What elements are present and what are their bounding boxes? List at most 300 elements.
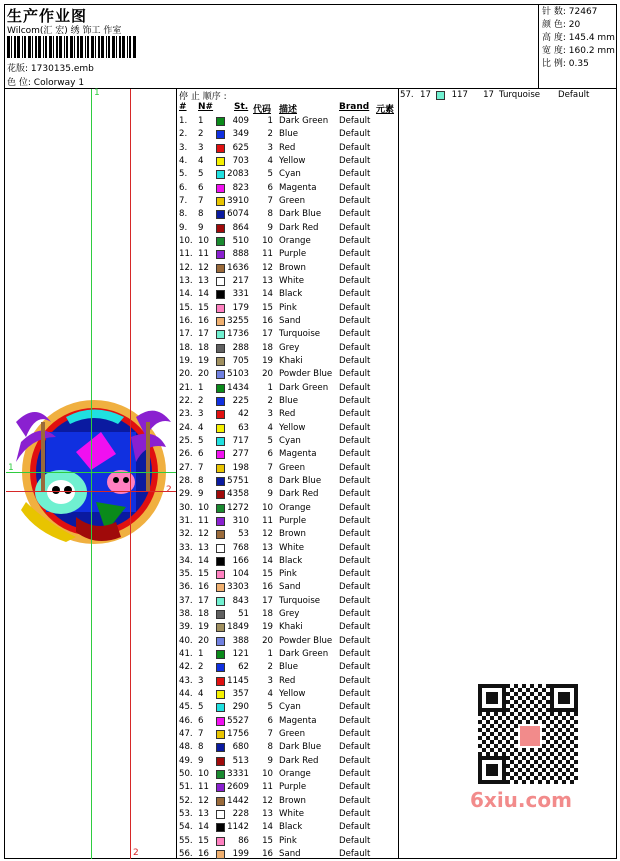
info-stitches: 针 数: 72467 [542, 7, 598, 17]
row-code: 4 [267, 422, 273, 433]
row-index: 6. [179, 182, 188, 193]
row-description: Dark Blue [279, 742, 322, 753]
row-code: 2 [267, 395, 273, 406]
row-needle: 15 [198, 302, 209, 313]
row-brand: Default [339, 449, 371, 460]
row-stitches: 53 [238, 529, 249, 540]
row-brand: Default [339, 116, 371, 126]
row-needle: 17 [198, 595, 209, 606]
table-row [179, 222, 399, 235]
row-description: Pink [279, 569, 297, 580]
row-code: 10 [262, 502, 273, 513]
row-brand: Default [339, 635, 371, 646]
row-index: 29. [179, 489, 193, 500]
guide-line-horizontal-red [6, 491, 176, 492]
row-brand: Default [339, 235, 371, 246]
row-index: 37. [179, 595, 193, 606]
table-row [179, 328, 399, 341]
color-swatch [216, 304, 225, 313]
colorway-row [7, 75, 84, 88]
row-description: Khaki [279, 355, 303, 366]
table-row [179, 781, 399, 794]
row-brand: Default [339, 782, 371, 793]
color-swatch [216, 703, 225, 712]
table-row [179, 515, 399, 528]
row-description: Sand [279, 582, 301, 593]
row-index: 35. [179, 569, 193, 580]
row-needle: 4 [198, 689, 204, 700]
row-index: 23. [179, 409, 193, 420]
row-description: Magenta [279, 182, 317, 193]
row-description: Blue [279, 129, 299, 140]
row-brand: Default [339, 275, 371, 286]
color-swatch [216, 277, 225, 286]
row-stitches: 166 [232, 555, 249, 566]
design-file-value: 1730135.emb [30, 64, 94, 74]
row-code: 3 [267, 675, 273, 686]
row-index: 34. [179, 555, 193, 566]
guide-label-red-bottom: 2 [133, 848, 139, 858]
row-needle: 9 [198, 489, 204, 500]
row-description: Orange [279, 235, 311, 246]
color-swatch [216, 730, 225, 739]
col-brand: Brand [339, 102, 370, 112]
row-stitches: 1736 [227, 329, 249, 340]
row-stitches: 228 [232, 809, 249, 820]
row-brand: Default [339, 155, 371, 166]
row-code: 15 [262, 302, 273, 313]
row-stitches: 823 [232, 182, 249, 193]
row-stitches: 625 [232, 142, 249, 153]
row-code: 8 [267, 742, 273, 753]
row-code: 16 [262, 849, 273, 860]
row-brand: Default [339, 555, 371, 566]
row-description: Dark Blue [279, 209, 322, 220]
row-code: 10 [262, 235, 273, 246]
row-code: 17 [483, 90, 494, 100]
row-brand: Default [339, 662, 371, 673]
table-row [179, 248, 399, 261]
row-code: 6 [267, 715, 273, 726]
row-index: 31. [179, 515, 193, 526]
row-code: 13 [262, 809, 273, 820]
row-code: 7 [267, 195, 273, 206]
row-needle: 17 [198, 329, 209, 340]
color-swatch [216, 823, 225, 832]
row-stitches: 1272 [227, 502, 249, 513]
row-stitches: 62 [238, 662, 249, 673]
row-code: 9 [267, 755, 273, 766]
row-code: 18 [262, 342, 273, 353]
color-swatch [216, 210, 225, 219]
table-row [179, 395, 399, 408]
row-brand: Default [339, 302, 371, 313]
row-stitches: 1756 [227, 729, 249, 740]
row-code: 1 [267, 382, 273, 393]
row-brand: Default [339, 569, 371, 580]
row-description: Dark Green [279, 116, 329, 126]
table-row [179, 555, 399, 568]
row-brand: Default [339, 209, 371, 220]
row-description: Cyan [279, 435, 301, 446]
row-index: 22. [179, 395, 193, 406]
row-index: 9. [179, 222, 188, 233]
row-brand: Default [339, 822, 371, 833]
row-brand: Default [339, 582, 371, 593]
row-stitches: 680 [232, 742, 249, 753]
row-brand: Default [339, 595, 371, 606]
row-code: 11 [262, 515, 273, 526]
row-code: 12 [262, 795, 273, 806]
guide-line-vertical-red [130, 89, 131, 859]
row-index: 18. [179, 342, 193, 353]
row-brand: Default [339, 489, 371, 500]
row-needle: 7 [198, 195, 204, 206]
color-swatch [216, 464, 225, 473]
row-index: 13. [179, 275, 193, 286]
row-needle: 10 [198, 769, 209, 780]
row-brand: Default [339, 435, 371, 446]
row-stitches: 864 [232, 222, 249, 233]
watermark-text: 6xiu.com [470, 788, 572, 812]
row-stitches: 6074 [227, 209, 249, 220]
table-row [179, 448, 399, 461]
color-swatch [216, 797, 225, 806]
color-swatch [216, 344, 225, 353]
color-swatch [216, 530, 225, 539]
row-needle: 11 [198, 515, 209, 526]
color-swatch [216, 157, 225, 166]
row-index: 39. [179, 622, 193, 633]
row-code: 6 [267, 449, 273, 460]
row-index: 33. [179, 542, 193, 553]
row-needle: 2 [198, 662, 204, 673]
color-swatch [216, 370, 225, 379]
color-swatch [216, 783, 225, 792]
row-stitches: 86 [238, 835, 249, 846]
row-index: 43. [179, 675, 193, 686]
row-index: 17. [179, 329, 193, 340]
row-stitches: 277 [232, 449, 249, 460]
row-index: 38. [179, 609, 193, 620]
company-name: Wilcom(汇 宏) 绣 饰工 作室 [7, 26, 122, 36]
row-brand: Default [339, 342, 371, 353]
row-brand: Default [339, 755, 371, 766]
table-row [179, 382, 399, 395]
table-row [179, 542, 399, 555]
table-row [179, 488, 399, 501]
row-index: 52. [179, 795, 193, 806]
table-row [179, 155, 399, 168]
row-description: Magenta [279, 715, 317, 726]
row-index: 1. [179, 116, 188, 126]
row-needle: 2 [198, 395, 204, 406]
row-index: 51. [179, 782, 193, 793]
row-code: 6 [267, 182, 273, 193]
table-row [179, 848, 399, 861]
row-stitches: 409 [232, 116, 249, 126]
table-row [179, 435, 399, 448]
row-index: 16. [179, 315, 193, 326]
row-needle: 1 [198, 649, 204, 660]
row-description: Powder Blue [279, 635, 333, 646]
row-stitches: 1442 [227, 795, 249, 806]
row-index: 21. [179, 382, 193, 393]
row-code: 2 [267, 662, 273, 673]
row-code: 1 [267, 649, 273, 660]
row-needle: 5 [198, 435, 204, 446]
row-needle: 4 [198, 422, 204, 433]
row-index: 53. [179, 809, 193, 820]
table-row [179, 182, 399, 195]
row-stitches: 5527 [227, 715, 249, 726]
row-code: 16 [262, 315, 273, 326]
table-row [179, 195, 399, 208]
row-description: Green [279, 729, 306, 740]
guide-label-green-left: 1 [8, 463, 14, 473]
table-row [179, 475, 399, 488]
table-row [179, 288, 399, 301]
row-brand: Default [339, 742, 371, 753]
table-row [179, 368, 399, 381]
row-needle: 8 [198, 742, 204, 753]
row-needle: 14 [198, 289, 209, 300]
row-description: White [279, 542, 304, 553]
stop-sequence-continued [400, 89, 616, 102]
table-row [179, 808, 399, 821]
table-row [179, 635, 399, 648]
col-index: # [179, 102, 187, 112]
info-width: 宽 度: 160.2 mm [542, 46, 615, 56]
row-needle: 3 [198, 142, 204, 153]
row-needle: 6 [198, 182, 204, 193]
table-row [179, 608, 399, 621]
table-row [179, 168, 399, 181]
row-code: 4 [267, 155, 273, 166]
row-code: 5 [267, 702, 273, 713]
color-swatch [216, 610, 225, 619]
row-index: 8. [179, 209, 188, 220]
row-description: Purple [279, 249, 307, 260]
row-stitches: 768 [232, 542, 249, 553]
row-stitches: 5103 [227, 369, 249, 380]
row-needle: 11 [198, 249, 209, 260]
row-index: 50. [179, 769, 193, 780]
row-description: Cyan [279, 169, 301, 180]
row-description: Magenta [279, 449, 317, 460]
table-row [179, 235, 399, 248]
row-description: Pink [279, 302, 297, 313]
row-index: 30. [179, 502, 193, 513]
color-swatch [216, 397, 225, 406]
row-brand: Default [339, 142, 371, 153]
row-description: White [279, 275, 304, 286]
row-index: 48. [179, 742, 193, 753]
row-stitches: 117 [451, 90, 468, 100]
color-swatch [216, 637, 225, 646]
table-row [179, 621, 399, 634]
color-swatch [216, 663, 225, 672]
row-brand: Default [339, 182, 371, 193]
design-file-row [7, 61, 94, 74]
row-description: Purple [279, 515, 307, 526]
colorway-label: 色 位: [7, 78, 31, 88]
info-height: 高 度: 145.4 mm [542, 33, 615, 43]
row-index: 57. [400, 90, 414, 100]
color-swatch [216, 717, 225, 726]
row-needle: 1 [198, 382, 204, 393]
row-stitches: 217 [232, 275, 249, 286]
row-stitches: 290 [232, 702, 249, 713]
row-index: 47. [179, 729, 193, 740]
row-brand: Default [339, 542, 371, 553]
row-code: 5 [267, 169, 273, 180]
row-stitches: 3303 [227, 582, 249, 593]
row-index: 49. [179, 755, 193, 766]
color-swatch [216, 384, 225, 393]
table-row [179, 795, 399, 808]
row-code: 9 [267, 489, 273, 500]
row-code: 9 [267, 222, 273, 233]
row-brand: Default [339, 849, 371, 860]
row-needle: 6 [198, 715, 204, 726]
guide-label-red-right: 2 [166, 485, 172, 495]
design-file-label: 花版: [7, 64, 29, 74]
row-brand: Default [339, 355, 371, 366]
table-row [179, 342, 399, 355]
row-index: 28. [179, 475, 193, 486]
row-description: Yellow [279, 422, 306, 433]
barcode [7, 36, 137, 58]
color-swatch [216, 424, 225, 433]
table-row [179, 661, 399, 674]
row-description: Red [279, 142, 296, 153]
row-index: 26. [179, 449, 193, 460]
row-description: Turquoise [499, 90, 541, 100]
row-stitches: 198 [232, 462, 249, 473]
row-description: Yellow [279, 689, 306, 700]
row-code: 7 [267, 729, 273, 740]
row-code: 10 [262, 769, 273, 780]
row-code: 11 [262, 782, 273, 793]
row-index: 10. [179, 235, 193, 246]
color-swatch [216, 184, 225, 193]
row-stitches: 513 [232, 755, 249, 766]
row-brand: Default [339, 422, 371, 433]
color-swatch [216, 330, 225, 339]
row-description: Grey [279, 609, 300, 620]
row-brand: Default [339, 835, 371, 846]
row-index: 45. [179, 702, 193, 713]
row-brand: Default [558, 90, 590, 100]
row-stitches: 199 [232, 849, 249, 860]
row-brand: Default [339, 702, 371, 713]
row-needle: 12 [198, 795, 209, 806]
table-row [179, 821, 399, 834]
color-swatch [216, 170, 225, 179]
table-row [179, 528, 399, 541]
info-colors: 颜 色: 20 [542, 20, 581, 30]
color-swatch [216, 144, 225, 153]
table-row [179, 115, 399, 128]
row-brand: Default [339, 675, 371, 686]
row-stitches: 703 [232, 155, 249, 166]
row-description: Sand [279, 315, 301, 326]
table-row [179, 142, 399, 155]
row-description: Green [279, 462, 306, 473]
row-stitches: 705 [232, 355, 249, 366]
col-code: 代码 [253, 105, 272, 115]
row-index: 20. [179, 369, 193, 380]
row-index: 27. [179, 462, 193, 473]
row-stitches: 121 [232, 649, 249, 660]
row-needle: 10 [198, 502, 209, 513]
row-brand: Default [339, 382, 371, 393]
table-row [179, 315, 399, 328]
row-needle: 16 [198, 849, 209, 860]
table-row [179, 741, 399, 754]
row-needle: 14 [198, 555, 209, 566]
row-description: Red [279, 409, 296, 420]
row-stitches: 888 [232, 249, 249, 260]
row-brand: Default [339, 729, 371, 740]
row-stitches: 2083 [227, 169, 249, 180]
row-brand: Default [339, 462, 371, 473]
color-swatch [216, 690, 225, 699]
row-index: 41. [179, 649, 193, 660]
row-index: 19. [179, 355, 193, 366]
row-needle: 1 [198, 116, 204, 126]
row-description: Cyan [279, 702, 301, 713]
row-brand: Default [339, 502, 371, 513]
row-needle: 19 [198, 355, 209, 366]
row-stitches: 42 [238, 409, 249, 420]
color-swatch [216, 317, 225, 326]
row-code: 3 [267, 409, 273, 420]
row-stitches: 104 [232, 569, 249, 580]
row-index: 40. [179, 635, 193, 646]
color-swatch [216, 224, 225, 233]
row-description: Blue [279, 662, 299, 673]
color-swatch [216, 264, 225, 273]
row-stitches: 1849 [227, 622, 249, 633]
table-row [179, 768, 399, 781]
row-brand: Default [339, 369, 371, 380]
row-description: Black [279, 555, 303, 566]
row-description: Black [279, 822, 303, 833]
row-brand: Default [339, 622, 371, 633]
row-description: Brown [279, 529, 306, 540]
color-swatch [216, 570, 225, 579]
row-code: 19 [262, 622, 273, 633]
color-swatch [216, 250, 225, 259]
row-index: 55. [179, 835, 193, 846]
color-swatch [216, 757, 225, 766]
row-index: 7. [179, 195, 188, 206]
row-description: Khaki [279, 622, 303, 633]
design-info [542, 6, 615, 71]
row-stitches: 843 [232, 595, 249, 606]
row-brand: Default [339, 395, 371, 406]
row-needle: 16 [198, 315, 209, 326]
table-row [179, 422, 399, 435]
row-stitches: 717 [232, 435, 249, 446]
row-needle: 11 [198, 782, 209, 793]
row-stitches: 288 [232, 342, 249, 353]
color-swatch [216, 544, 225, 553]
row-index: 3. [179, 142, 188, 153]
stop-sequence-table [179, 115, 399, 861]
